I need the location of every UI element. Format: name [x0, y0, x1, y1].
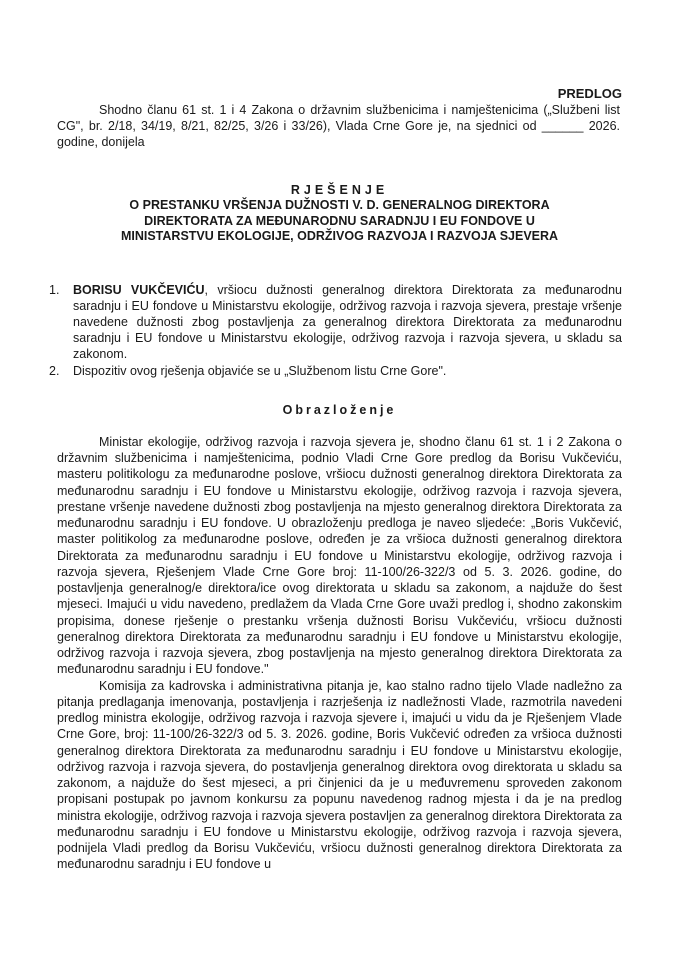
title-line-3: DIREKTORATA ZA MEĐUNARODNU SARADNJU I EU FONDOVE U	[144, 213, 535, 228]
decision-item-number: 1.	[49, 282, 60, 297]
decision-list	[49, 282, 622, 379]
decision-item-2	[49, 363, 622, 379]
obrazlozenje-paragraph-2: Komisija za kadrovska i administrativna pitanja je, kao stalno radno tijelo Vlade nadležno za pitanja predlaganja imenovanja, postavljenja i razrješenja iz nadležnosti Vlade, razmotrila navedeni predlog ministra ekologije, održivog razvoja i razvoja sjevere i, imajući u vidu da je Rješenjem Vlade Crne Gore, broj: 11-100/26-322/3 od 5. 3. 2026. godine, Boris Vukčević određen za vršioca dužnosti generalnog direktora Direktorata za međunarodnu saradnju i EU fondove u Ministarstvu ekologije, održivog razvoja i razvoja sjevera, do postavljenja generalnog direktora ovog direktorata u skladu sa zakonom, a najduže do šest mjeseci, a pri činjenici da je u međuvremenu sproveden zakonom propisani postupak po javnom konkursu za popunu navedenog radnog mjesta i da je na predlog ministra ekologije, održivog razvoja i razvoja sjevera postavljen za generalnog direktora Direktorata za međunarodnu saradnju i EU fondove u Ministarstvu ekologije, održivog razvoja i razvoja sjevera, podnijela Vladi predlog da Borisu Vukčeviću, vršiocu dužnosti generalnog direktora Direktorata za međunarodnu saradnju i EU fondove u	[57, 678, 622, 872]
title-line-4: MINISTARSTVU EKOLOGIJE, ODRŽIVOG RAZVOJA I RAZVOJA SJEVERA	[120, 229, 559, 244]
decision-item-text: , vršiocu dužnosti generalnog direktora Direktorata za međunarodnu saradnju i EU fondove u Ministarstvu ekologije, održivog razvoja i razvoja sjevera, prestaje vršenje navedene dužnosti zbog postavljenja za generalnog direktora Direktorata za međunarodnu saradnju i EU fondove u Ministarstvu ekologije, održivog razvoja i razvoja sjevera, u skladu sa zakonom.	[73, 282, 622, 362]
title-rjesenje: RJEŠENJE	[290, 182, 389, 197]
decision-item-number: 2.	[49, 363, 60, 378]
obrazlozenje-title: Obrazloženje	[282, 402, 397, 417]
decision-item-name: BORISU VUKČEVIĆU	[73, 282, 205, 297]
decision-item-1	[49, 282, 622, 363]
obrazlozenje-paragraph-1: Ministar ekologije, održivog razvoja i razvoja sjevera je, shodno članu 61 st. 1 i 2 Zakona o državnim službenicima i namještenicima, podnio Vladi Crne Gore predlog da Borisu Vukčeviću, masteru politikologu za međunarodne poslove, vršiocu dužnosti generalnog direktora Direktorata za međunarodnu saradnju i EU fondove u Ministarstvu ekologije, održivog razvoja i razvoja sjevera, prestane vršenje navedene dužnosti zbog postavljenja na mjesto generalnog direktora Direktorata za međunarodnu saradnju i EU fondove. U obrazloženju predloga je naveo sljedeće: „Boris Vukčević, master politikolog za međunarodne poslove, određen je za vršioca dužnosti generalnog direktora Direktorata za međunarodnu saradnju i EU fondove u Ministarstvu ekologije, održivog razvoja i razvoja sjevera, Rješenjem Vlade Crne Gore broj: 11-100/26-322/3 od 5. 3. 2026. godine, do postavljenja generalnog/e direktora/ice ovog direktorata u skladu sa zakonom, a najduže do šest mjeseci. Imajući u vidu navedeno, predlažem da Vlada Crne Gore uvaži predlog i, shodno zakonskim propisima, donese rješenje o prestanku vršenja dužnosti Borisu Vukčeviću, vršiocu dužnosti generalnog direktora Direktorata za međunarodnu saradnju i EU fondove u Ministarstvu ekologije, održivog razvoja i razvoja sjevera, zbog postavljenja na mjesto generalnog direktora Direktorata za međunarodnu saradnju i EU fondove."	[57, 434, 622, 677]
predlog-label: PREDLOG	[557, 86, 622, 101]
intro-paragraph: Shodno članu 61 st. 1 i 4 Zakona o državnim službenicima i namještenicima („Službeni list CG", br. 2/18, 34/19, 8/21, 82/25, 3/26 i 33/26), Vlada Crne Gore je, na sjednici od ______ 2026. godine, donijela	[57, 103, 620, 150]
decision-title	[57, 183, 622, 245]
decision-item-text: Dispozitiv ovog rješenja objaviće se u „Službenom listu Crne Gore".	[73, 363, 447, 378]
title-line-2: O PRESTANKU VRŠENJA DUŽNOSTI V. D. GENERALNOG DIREKTORA	[129, 198, 550, 213]
